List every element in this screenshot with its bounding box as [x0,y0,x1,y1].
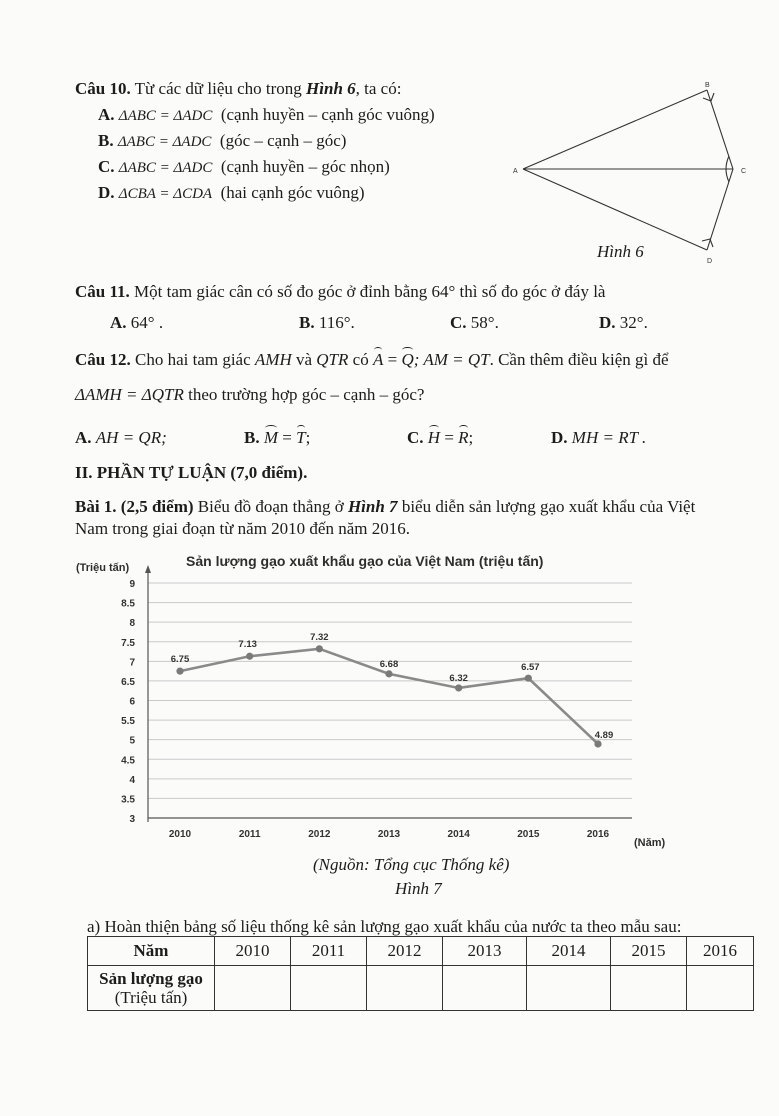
data-point [525,675,532,682]
rice-export-chart [70,548,690,854]
q11-option-d: D. 32°. [599,313,648,332]
table-year-cell: 2016 [687,937,754,966]
q10-stem: Câu 10. Từ các dữ liệu cho trong Hình 6, ta có: [75,79,402,98]
chart-title: Sản lượng gạo xuất khẩu gạo của Việt Nam (triệu tấn) [186,553,544,569]
table-year-cell: 2011 [291,937,367,966]
chart-source: (Nguồn: Tổng cục Thống kê) [313,855,510,874]
x-tick-label: 2013 [377,829,401,840]
table-row-label: Sản lượng gạo (Triệu tấn) [88,966,215,1011]
q12-option-d: D. MH = RT . [551,428,647,447]
q10-option-c: C. ΔABC = ΔADC (cạnh huyền – góc nhọn) [98,157,390,176]
table-year-cell: 2010 [215,937,291,966]
data-label: 4.89 [594,729,614,741]
q12-option-b: B. M = T; [244,428,311,447]
data-label: 7.13 [238,639,257,651]
q12-stem-line2: ΔAMH = ΔQTR theo trường hợp góc – cạnh – góc? [75,385,425,404]
segment-bc [707,90,733,169]
data-point [455,684,462,691]
x-tick-label: 2012 [308,829,331,840]
data-label: 6.68 [379,658,399,670]
y-tick-label: 6.5 [121,676,135,688]
part-2-title: II. PHẦN TỰ LUẬN (7,0 điểm). [75,463,308,482]
y-tick-label: 7 [129,657,135,669]
x-tick-label: 2016 [586,829,610,840]
data-label: 6.75 [170,654,190,666]
chart-y-label: (Triệu tấn) [76,562,130,574]
figure-6 [505,78,760,268]
data-point [316,645,323,652]
y-tick-label: 3.5 [121,794,135,806]
table-year-cell: 2012 [367,937,443,966]
table-year-cell: 2015 [611,937,687,966]
y-tick-label: 7.5 [121,637,135,649]
table-empty-cell[interactable] [291,966,367,1011]
label-b: B [705,82,710,89]
figure-7-caption: Hình 7 [395,879,442,898]
y-tick-label: 4.5 [121,755,135,767]
data-label: 6.57 [521,662,540,674]
data-label: 7.32 [310,631,329,643]
q12-option-a: A. AH = QR; [75,428,167,447]
x-tick-label: 2015 [517,829,540,840]
x-tick-label: 2011 [238,829,261,840]
q10-option-b: B. ΔABC = ΔADC (góc – cạnh – góc) [98,131,347,150]
right-angle-d [702,239,713,247]
table-year-cell: 2014 [527,937,611,966]
segment-ad [523,169,707,250]
y-tick-label: 4 [129,774,135,786]
data-label: 6.32 [449,672,468,684]
label-c: C [741,168,747,175]
table-empty-cell[interactable] [443,966,527,1011]
q11-stem: Câu 11. Một tam giác cân có số đo góc ở đỉnh bằng 64° thì số đo góc ở đáy là [75,282,606,301]
y-tick-label: 5 [129,735,135,747]
figure-6-caption: Hình 6 [597,242,644,261]
q12-option-c: C. H = R; [407,428,474,447]
table-row-year [88,937,754,966]
q10-option-d: D. ΔCBA = ΔCDA (hai cạnh góc vuông) [98,183,365,202]
data-point [176,668,183,675]
stat-table [87,936,754,1011]
table-header-year: Năm [88,937,215,966]
x-tick-label: 2010 [168,829,192,840]
label-d: D [707,258,713,265]
y-axis-arrow [145,565,151,573]
y-tick-label: 6 [129,696,135,708]
label-a: A [513,168,518,175]
table-empty-cell[interactable] [367,966,443,1011]
table-empty-cell[interactable] [611,966,687,1011]
bai1-line1: Bài 1. (2,5 điểm) Biểu đồ đoạn thẳng ở Hình 7 biểu diễn sản lượng gạo xuất khẩu của Việt [75,497,696,516]
q10-option-a: A. ΔABC = ΔADC (cạnh huyền – cạnh góc vuông) [98,105,435,124]
y-tick-label: 9 [129,579,135,590]
table-year-cell: 2013 [443,937,527,966]
bai1-line2: Nam trong giai đoạn từ năm 2010 đến năm 2016. [75,519,410,538]
segment-ab [523,90,707,169]
table-empty-cell[interactable] [527,966,611,1011]
data-point [594,740,601,747]
table-empty-cell[interactable] [687,966,754,1011]
table-empty-cell[interactable] [215,966,291,1011]
y-tick-label: 8 [129,618,135,630]
table-row-output [88,966,754,1011]
q12-stem-line1: Câu 12. Cho hai tam giác AMH và QTR có A = Q; AM = QT. Cần thêm điều kiện gì để [75,350,669,369]
q11-option-c: C. 58°. [450,313,499,332]
part-a-text: a) Hoàn thiện bảng số liệu thống kê sản lượng gạo xuất khẩu của nước ta theo mẫu sau: [87,917,682,936]
data-point [246,653,253,660]
x-tick-label: 2014 [447,829,470,840]
data-point [385,670,392,677]
q10-number: Câu 10. [75,79,131,98]
y-tick-label: 8.5 [121,598,135,610]
y-tick-label: 5.5 [121,716,135,728]
chart-x-label: (Năm) [634,837,666,849]
q11-option-a: A. 64° . [110,313,164,332]
q11-option-b: B. 116°. [299,313,355,332]
y-tick-label: 3 [129,814,135,825]
